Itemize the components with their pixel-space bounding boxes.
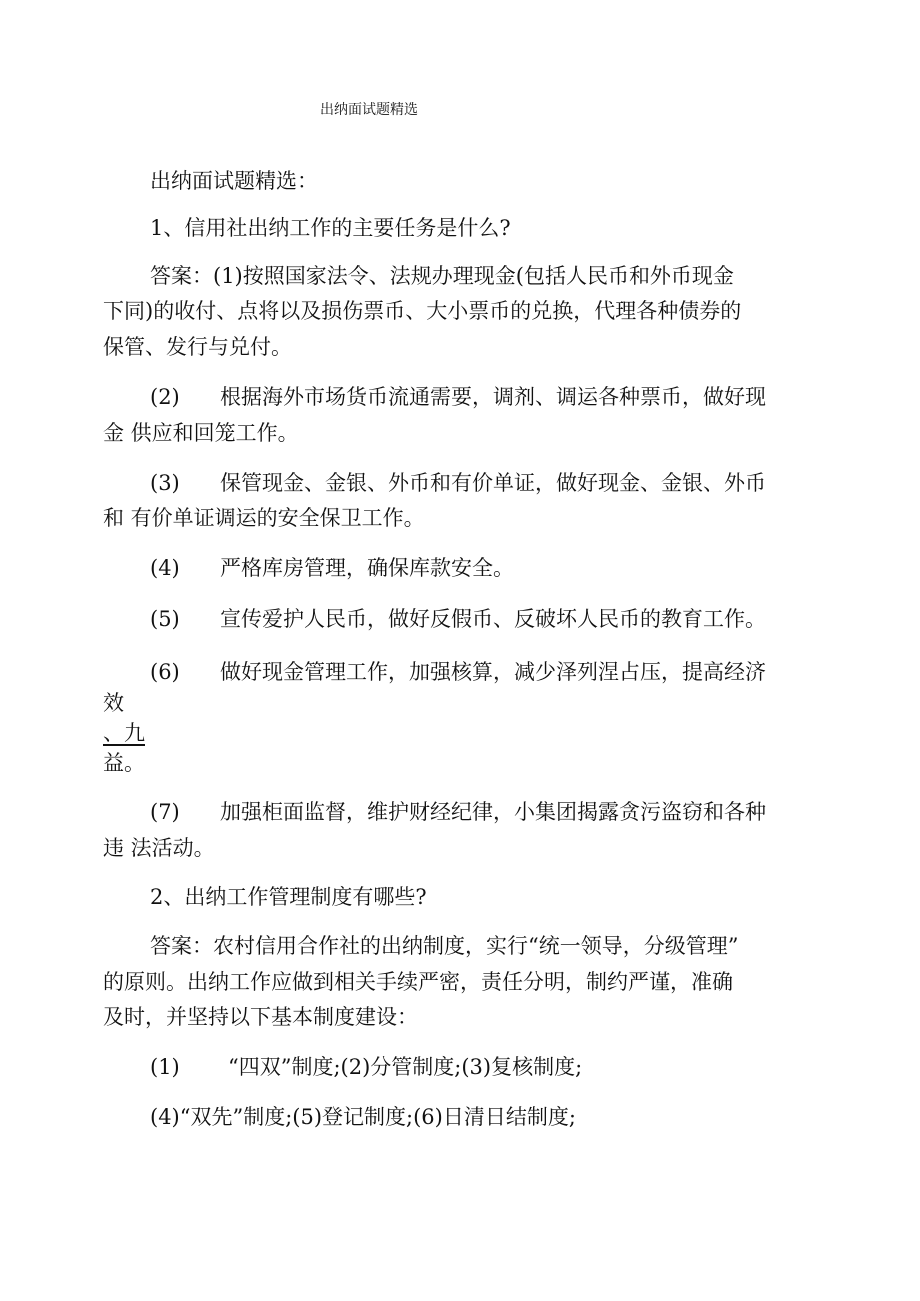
item-number: (4) xyxy=(150,556,180,580)
item-number: (1) xyxy=(150,1055,180,1079)
answer-2-line-3: 及时，并坚持以下基本制度建设： xyxy=(103,1005,418,1029)
item-6-line-2: 效 xyxy=(103,691,124,715)
systems-line-1 xyxy=(150,1053,582,1081)
item-text: 宣传爱护人民币，做好反假币、反破坏人民币的教育工作。 xyxy=(220,607,766,631)
item-3-line-1 xyxy=(150,469,766,497)
item-5-line-1 xyxy=(150,605,766,633)
item-4-line-1 xyxy=(150,554,514,582)
item-text: 加强柜面监督，维护财经纪律，小集团揭露贪污盗窃和各种 xyxy=(220,800,766,824)
item-number: (3) xyxy=(150,471,180,495)
answer-1-line-3: 保管、发行与兑付。 xyxy=(103,335,292,359)
answer-2-line-2: 的原则。出纳工作应做到相关手续严密，责任分明，制约严谨，准确 xyxy=(103,970,733,994)
item-number: (6) xyxy=(150,660,180,684)
systems-line-2: (4)“双先”制度;(5)登记制度;(6)日清日结制度; xyxy=(150,1105,576,1129)
question-1: 1、信用社出纳工作的主要任务是什么? xyxy=(150,216,511,240)
item-text: 根据海外市场货币流通需要，调剂、调运各种票币，做好现 xyxy=(220,385,766,409)
item-text: “四双”制度;(2)分管制度;(3)复核制度; xyxy=(228,1055,583,1079)
item-3-line-2: 和 有价单证调运的安全保卫工作。 xyxy=(103,506,425,530)
document-title: 出纳面试题精选： xyxy=(150,169,318,193)
item-number: (2) xyxy=(150,385,180,409)
item-2-line-2: 金 供应和回笼工作。 xyxy=(103,421,299,445)
answer-1-line-1: 答案：(1)按照国家法令、法规办理现金(包括人民币和外币现金 xyxy=(150,264,734,288)
item-6-line-3: 、九 xyxy=(103,721,145,745)
item-7-line-1 xyxy=(150,798,766,826)
item-text: 严格库房管理，确保库款安全。 xyxy=(220,556,514,580)
item-2-line-1 xyxy=(150,383,766,411)
item-6-line-4: 益。 xyxy=(103,751,145,775)
item-6-line-1 xyxy=(150,658,766,686)
item-text: 做好现金管理工作，加强核算，减少泽列涅占压，提高经济 xyxy=(220,660,766,684)
item-number: (5) xyxy=(150,607,180,631)
question-2: 2、出纳工作管理制度有哪些? xyxy=(150,885,427,909)
page-header: 出纳面试题精选 xyxy=(320,102,418,118)
item-7-line-2: 违 法活动。 xyxy=(103,836,215,860)
answer-2-line-1: 答案：农村信用合作社的出纳制度，实行“统一领导，分级管理” xyxy=(150,934,739,958)
item-text: 保管现金、金银、外币和有价单证，做好现金、金银、外币 xyxy=(220,471,766,495)
item-number: (7) xyxy=(150,800,180,824)
answer-1-line-2: 下同)的收付、点将以及损伤票币、大小票币的兑换，代理各种债券的 xyxy=(103,299,742,323)
